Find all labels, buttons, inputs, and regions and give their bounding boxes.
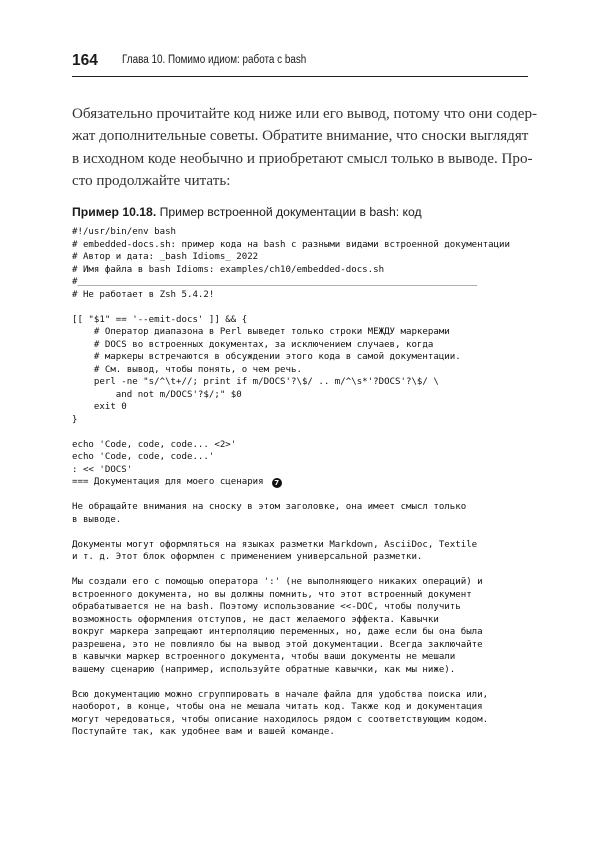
chapter-title: Глава 10. Помимо идиом: работа с bash: [122, 54, 307, 66]
code-line: вашему сценарию (например, используйте обратные кавычки, как мы ниже).: [72, 664, 456, 675]
example-caption: [72, 205, 528, 219]
code-line: [72, 526, 532, 539]
intro-line: в исходном коде необычно и приобретают смысл только в выводе. Про-: [72, 150, 533, 167]
code-line: Мы создали его с помощью оператора ':' (не выполняющего никаких операций) и: [72, 577, 483, 587]
page-header: [72, 50, 528, 77]
intro-line: Обязательно прочитайте код ниже или его вывод, потому что они содер-: [72, 106, 538, 122]
code-line: Документы могут оформляться на языках разметки Markdown, AsciiDoc, Textile: [72, 539, 478, 550]
code-line: наоборот, в конце, чтобы она не мешала читать код. Также код и документация: [72, 702, 483, 712]
code-line: [72, 301, 532, 314]
code-line: # См. вывод, чтобы понять, о чем речь.: [72, 364, 302, 375]
code-line: Поступайте так, как удобнее вам и вашей команде.: [72, 727, 335, 737]
code-line: обрабатывается не на bash. Поэтому использование <<-DOC, чтобы получить: [72, 602, 461, 612]
code-line: : << 'DOCS': [72, 464, 133, 475]
code-line: в кавычки маркер встроенного документа, чтобы ваши документы не мешали: [72, 652, 456, 662]
code-line: === Документация для моего сценария 7: [72, 476, 532, 489]
example-label: Пример 10.18.: [72, 205, 157, 219]
code-listing: [72, 226, 532, 739]
code-line: #_________________________________________________________________________: [72, 277, 478, 287]
code-line: echo 'Code, code, code... <2>': [72, 439, 237, 450]
page-number: 164: [72, 52, 98, 69]
intro-line: сто продолжайте читать:: [72, 173, 231, 190]
code-line: могут чередоваться, чтобы описание находилось рядом с соответствующим кодом.: [72, 714, 489, 725]
code-line: в выводе.: [72, 514, 122, 525]
code-line: # Автор и дата: _bash Idioms_ 2022: [72, 252, 259, 262]
code-line: [72, 676, 532, 689]
code-line: # маркеры встречаются в обсуждении этого кода в самой документации.: [72, 352, 461, 362]
code-line: exit 0: [72, 402, 127, 412]
intro-line: жат дополнительные советы. Обратите внимание, что сноски выглядят: [72, 128, 529, 145]
code-line: Не обращайте внимания на сноску в этом заголовке, она имеет смысл только: [72, 502, 467, 512]
code-line: возможность оформления отступов, не даст желаемого эффекта. Кавычки: [72, 614, 439, 625]
code-line: #!/usr/bin/env bash: [72, 227, 177, 237]
code-line: echo 'Code, code, code...': [72, 452, 215, 462]
code-line: и т. д. Этот блок оформлен с применением универсальной разметки.: [72, 552, 423, 562]
callout-marker: 7: [272, 478, 282, 488]
code-line: Всю документацию можно сгруппировать в начале файла для удобства поиска или,: [72, 689, 489, 700]
code-line: встроенного документа, но вы должны помнить, что этот встроенный документ: [72, 589, 472, 600]
code-line: # embedded-docs.sh: пример кода на bash с разными видами встроенной документации: [72, 239, 510, 250]
code-line: [72, 489, 532, 502]
code-line: [[ "$1" == '--emit-docs' ]] && {: [72, 314, 248, 325]
code-line: # DOCS во встроенных документах, за исключением случаев, когда: [72, 339, 434, 350]
code-line: and not m/DOCS'?$/;" $0: [72, 389, 242, 400]
code-line: [72, 564, 532, 577]
code-line: # Не работает в Zsh 5.4.2!: [72, 289, 215, 300]
code-line: # Оператор диапазона в Perl выведет только строки МЕЖДУ маркерами: [72, 327, 450, 337]
code-line: [72, 426, 532, 439]
example-title: Пример встроенной документации в bash: код: [159, 205, 422, 219]
code-line: вокруг маркера запрещают интерполяцию переменных, но, даже если бы она была: [72, 627, 483, 637]
code-line: }: [72, 414, 78, 425]
code-line: разрешена, это не повлияло бы на вывод этой документации. Всегда заключайте: [72, 639, 483, 650]
code-line: # Имя файла в bash Idioms: examples/ch10/embedded-docs.sh: [72, 264, 385, 275]
code-line: perl -ne "s/^\t+//; print if m/DOCS'?\$/ .. m/^\s*'?DOCS'?\$/ \: [72, 377, 439, 387]
intro-paragraph: [72, 103, 538, 193]
